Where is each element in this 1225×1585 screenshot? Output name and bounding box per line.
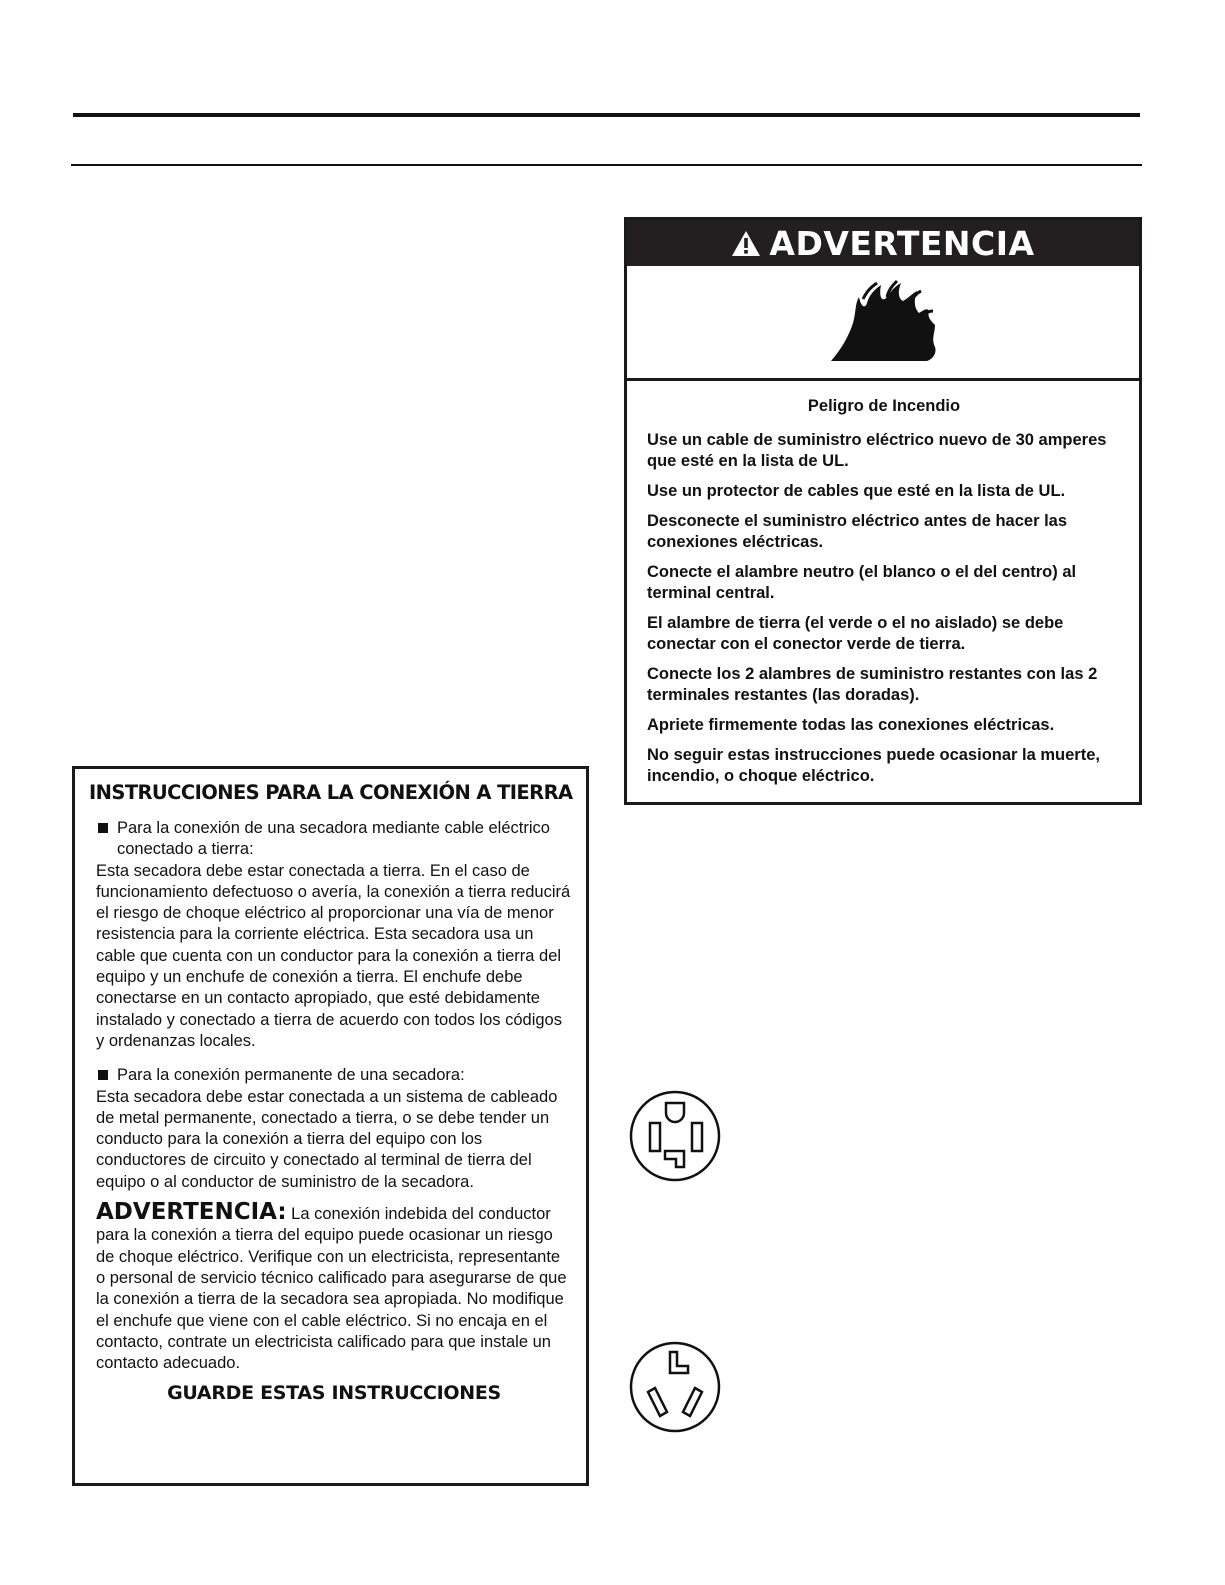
- three-prong-outlet-icon: [628, 1340, 722, 1434]
- fire-hazard-icon: [823, 277, 943, 367]
- warning-header: [627, 220, 1139, 266]
- warning-line: Use un protector de cables que esté en la lista de UL.: [647, 482, 1066, 500]
- square-bullet-icon: [98, 823, 108, 833]
- square-bullet-icon: [98, 1070, 108, 1080]
- grounding-body: [75, 804, 586, 1405]
- warning-line: Desconecte el suministro eléctrico antes de hacer las conexiones eléctricas.: [647, 512, 1068, 551]
- warning-line: El alambre de tierra (el verde o el no aislado) se debe conectar con el conector verde de tierra.: [647, 614, 1064, 653]
- grounding-paragraph: Esta secadora debe estar conectada a tierra. En el caso de funcionamiento defectuoso o avería, la conexión a tierra reducirá el riesgo de choque eléctrico al proporcionar una vía de menor resistencia para la corriente eléctrica. Esta secadora usa un cable que cuenta con un conductor para la conexión a tierra del equipo y un enchufe de conexión a tierra. El enchufe debe conectarse en un contacto apropiado, que esté debidamente instalado y conectado a tierra de acuerdo con todos los códigos y ordenanzas locales.: [96, 861, 571, 1050]
- warning-subtitle: Peligro de Incendio: [807, 397, 961, 415]
- fire-warning-box: [624, 217, 1142, 805]
- bullet-item: [96, 1065, 572, 1086]
- warning-line: Conecte los 2 alambres de suministro restantes con las 2 terminales restantes (las doradas).: [647, 665, 1098, 704]
- warning-word: ADVERTENCIA:: [96, 1199, 287, 1226]
- warning-header-text: ADVERTENCIA: [769, 223, 1035, 263]
- grounding-instructions-box: [72, 766, 589, 1486]
- four-prong-outlet-icon: [628, 1089, 722, 1183]
- warning-line: Apriete firmemente todas las conexiones eléctricas.: [647, 716, 1055, 734]
- bullet-text: Para la conexión de una secadora mediante cable eléctrico conectado a tierra:: [117, 819, 550, 859]
- warning-line: No seguir estas instrucciones puede ocasionar la muerte, incendio, o choque eléctrico.: [647, 746, 1100, 785]
- grounding-title: INSTRUCCIONES PARA LA CONEXIÓN A TIERRA: [89, 781, 573, 804]
- grounding-paragraph: Esta secadora debe estar conectada a un sistema de cableado de metal permanente, conectado a tierra, o se debe tender un conducto para la conexión a tierra del equipo con los conductores de circuito y conectado al terminal de tierra del equipo o al conductor de suministro de la secadora.: [96, 1087, 558, 1191]
- header-rule-thick: [73, 113, 1140, 117]
- warning-line: Use un cable de suministro eléctrico nuevo de 30 amperes que esté en la lista de UL.: [647, 431, 1107, 470]
- bullet-item: [96, 818, 572, 861]
- warning-line: Conecte el alambre neutro (el blanco o el del centro) al terminal central.: [647, 563, 1077, 602]
- warning-triangle-icon: [731, 230, 761, 257]
- header-rule-thin: [71, 164, 1142, 166]
- warning-text: La conexión indebida del conductor para la conexión a tierra del equipo puede ocasionar un riesgo de choque eléctrico. Verifique con un electricista, representante o personal de servicio técnico calificado para asegurarse de que la conexión a tierra de la secadora sea apropiada. No modifique el enchufe que viene con el cable eléctrico. Si no encaja en el contacto, contrate un electricista calificado para que instale un contacto adecuado.: [96, 1205, 567, 1373]
- fire-icon-area: [627, 266, 1139, 381]
- grounding-warning: [96, 1199, 572, 1374]
- bullet-text: Para la conexión permanente de una secadora:: [117, 1066, 465, 1085]
- warning-body: [627, 381, 1139, 787]
- save-instructions-label: GUARDE ESTAS INSTRUCCIONES: [167, 1382, 501, 1405]
